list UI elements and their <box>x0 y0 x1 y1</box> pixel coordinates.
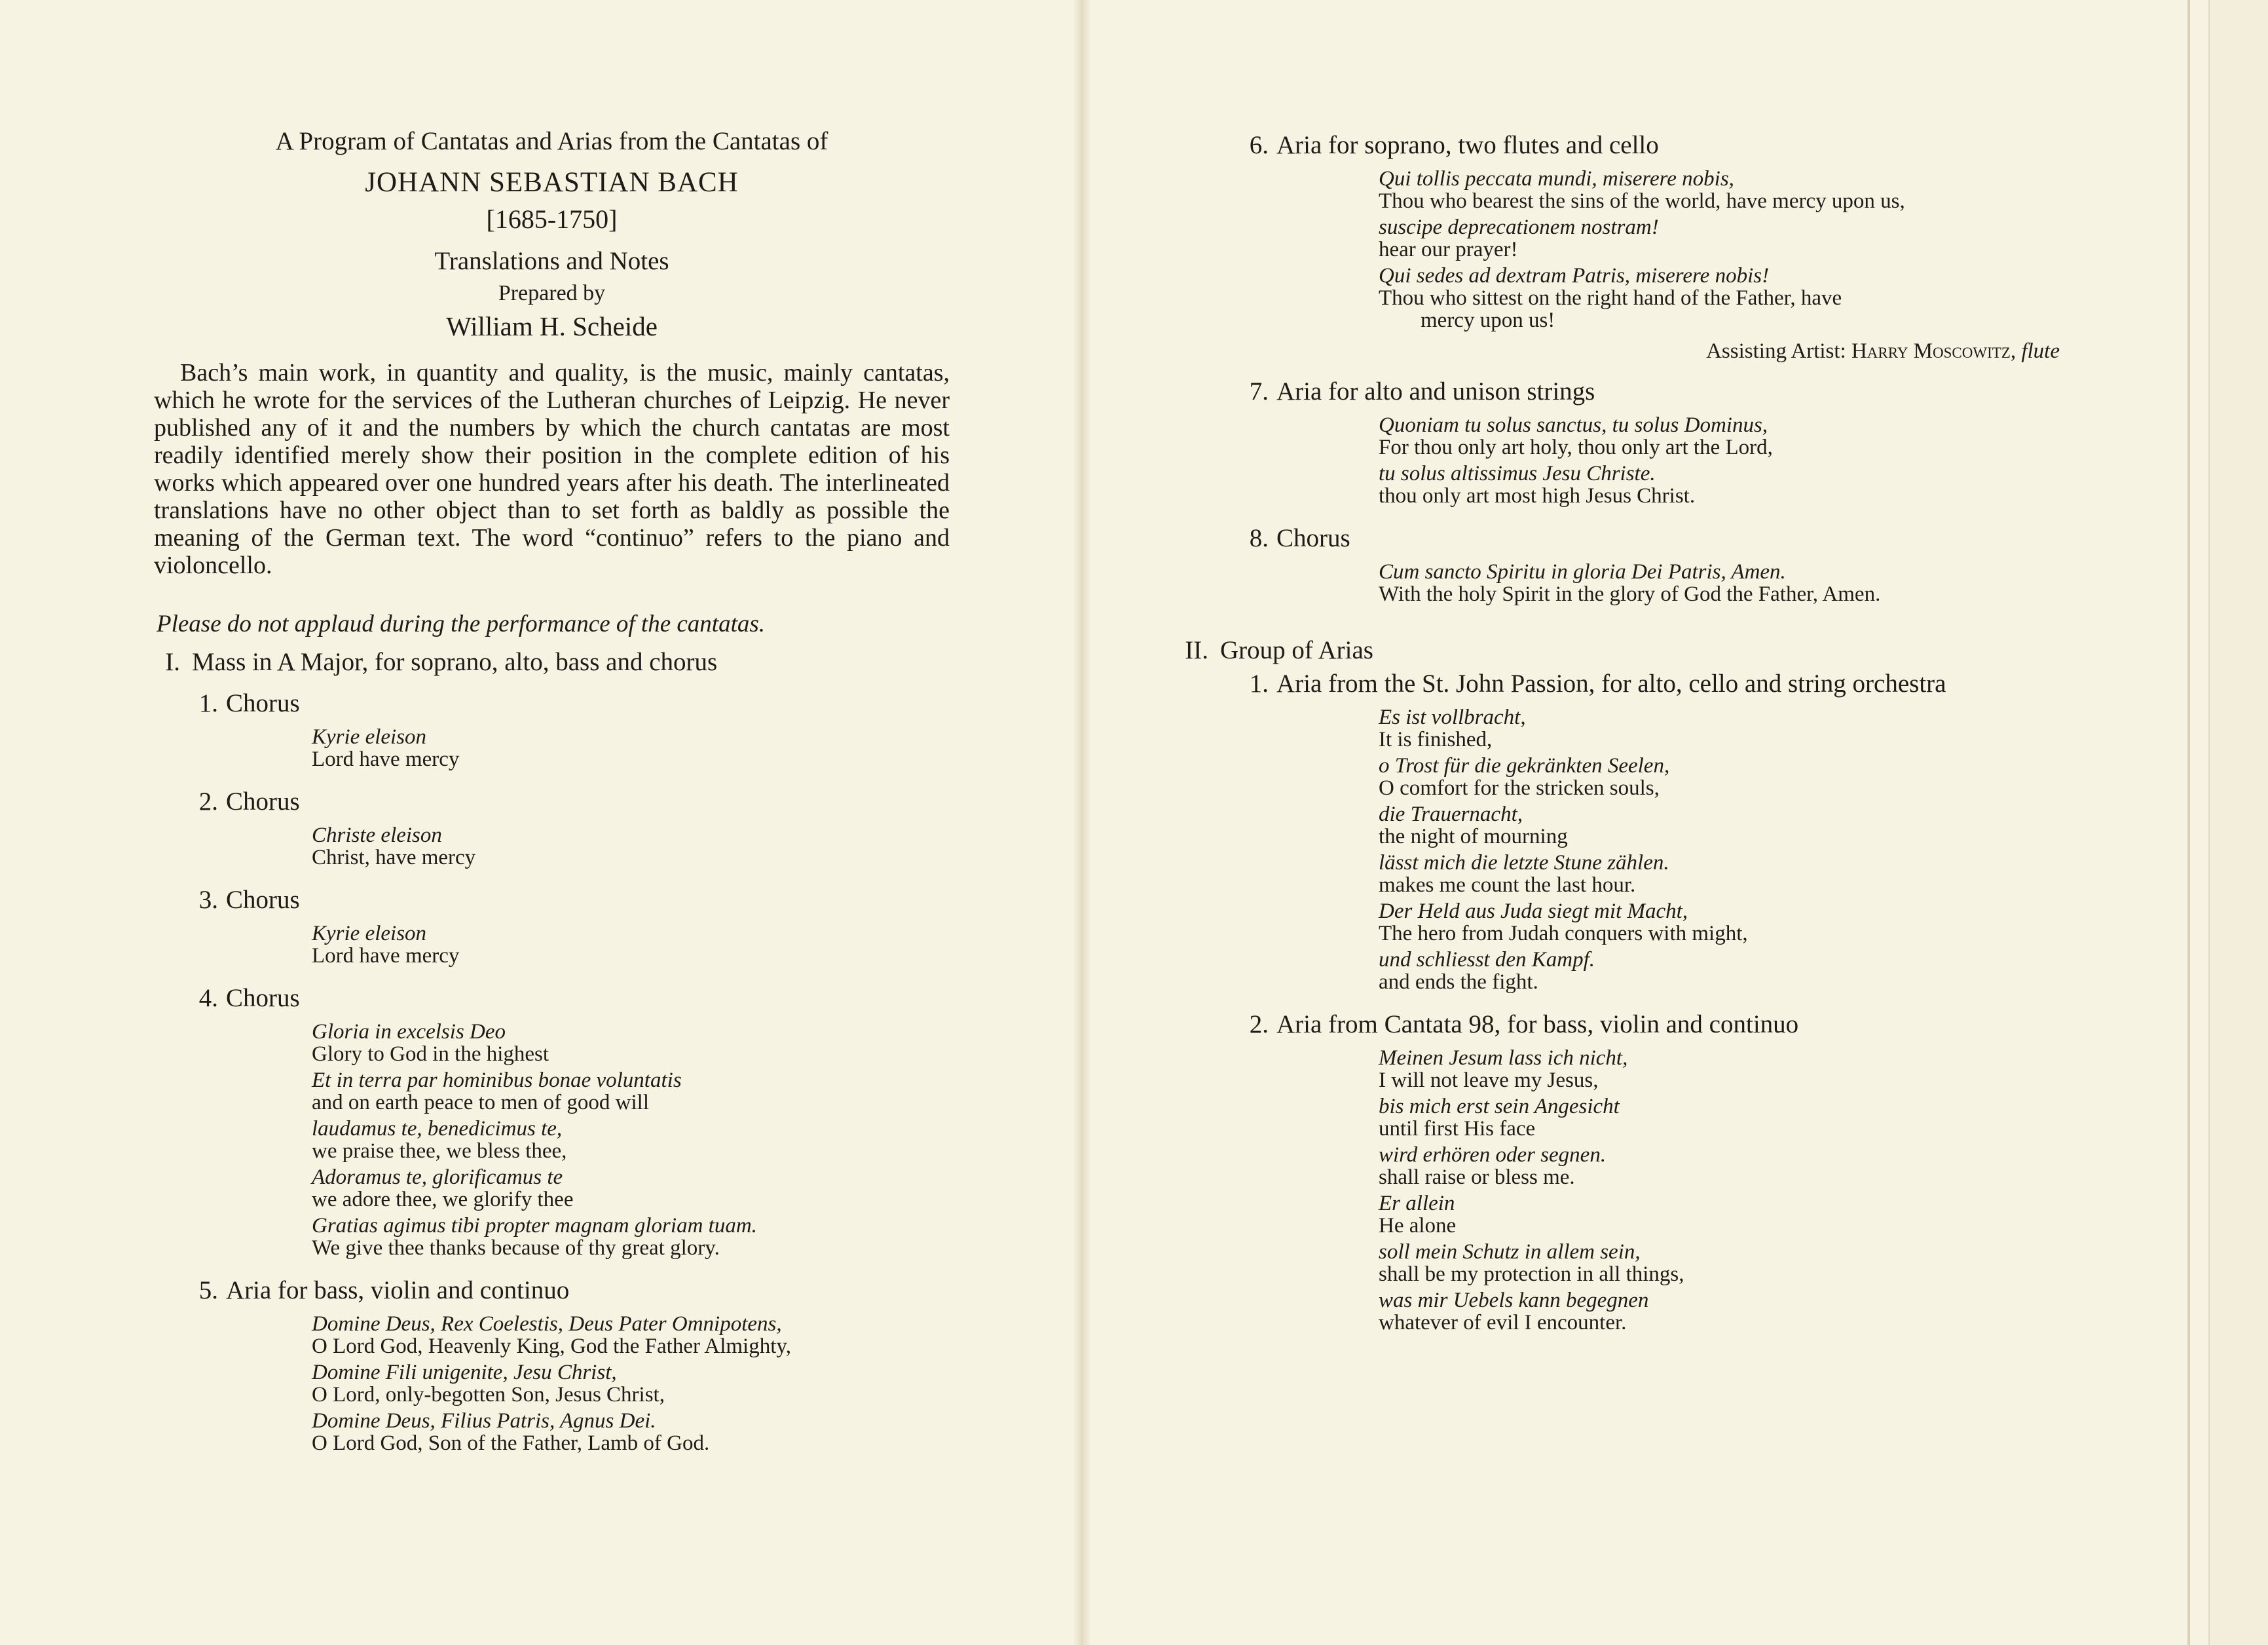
verse-pair <box>1379 949 2086 993</box>
item-title: Chorus <box>226 886 300 914</box>
english-translation: Christ, have mercy <box>312 846 476 869</box>
item-number: 2. <box>1249 1010 1269 1038</box>
verse-pair <box>1379 706 2086 751</box>
verse-pair <box>1379 414 2086 459</box>
latin-text: Kyrie eleison <box>312 922 427 945</box>
english-translation: Thou who sittest on the right hand of the Father, have <box>1379 286 1842 310</box>
latin-text: Quoniam tu solus sanctus, tu solus Dominus, <box>1379 413 1768 437</box>
verse-pair <box>1379 265 2086 331</box>
verse-pair <box>1379 1095 2086 1140</box>
verse-pair <box>1379 216 2086 261</box>
english-translation: until first His face <box>1379 1117 1536 1141</box>
right-item-list-c <box>1221 670 2086 1334</box>
latin-text: Domine Deus, Filius Patris, Agnus Dei. <box>312 1409 656 1433</box>
latin-text: Meinen Jesum lass ich nicht, <box>1379 1046 1628 1070</box>
program-item-heading <box>1221 670 2086 698</box>
latin-text: Christe eleison <box>312 823 442 847</box>
intro-paragraph: Bach’s main work, in quantity and quality, is the music, mainly cantatas, which he wrote for the services of the Lutheran churches of Leipzig. He never published any of it and the numbers by which the church cantatas are most readily identified merely show their position in the complete edition of his works which appeared over one hundred years after his death. The interlineated translations have no other object than to set forth as baldly as possible the meaning of the German text. The word “continuo” refers to the piano and violoncello. <box>154 359 950 579</box>
program-item-heading <box>180 886 950 915</box>
latin-text: wird erhören oder segnen. <box>1379 1143 1607 1167</box>
program-item-heading <box>180 689 950 718</box>
right-item-list-b <box>1221 377 2086 605</box>
section-number-2: II. <box>1185 636 1208 664</box>
latin-text: laudamus te, benedicimus te, <box>312 1117 563 1141</box>
english-translation: With the holy Spirit in the glory of God the Father, Amen. <box>1379 582 1881 606</box>
verse-pair <box>312 1021 950 1065</box>
latin-text: die Trauernacht, <box>1379 803 1523 826</box>
verse-pair <box>312 1118 950 1162</box>
item-title: Chorus <box>226 689 300 717</box>
page-edge <box>2187 0 2190 1645</box>
item-number: 1. <box>1249 670 1269 698</box>
latin-text: soll mein Schutz in allem sein, <box>1379 1240 1641 1264</box>
latin-text: Cum sancto Spiritu in gloria Dei Patris, Amen. <box>1379 560 1786 584</box>
verse-pair <box>1379 1047 2086 1091</box>
verse-pair <box>312 922 950 967</box>
verse-pair <box>1379 852 2086 896</box>
verse-pair <box>312 824 950 869</box>
translation-continuation: mercy upon us! <box>1421 309 1555 332</box>
item-number: 8. <box>1249 524 1269 552</box>
item-title: Aria for bass, violin and continuo <box>226 1276 570 1304</box>
item-title: Chorus <box>226 984 300 1012</box>
applause-notice: Please do not applaud during the performance of the cantatas. <box>157 611 765 637</box>
latin-text: Er allein <box>1379 1192 1455 1215</box>
latin-text: Gratias agimus tibi propter magnam gloriam tuam. <box>312 1214 757 1238</box>
verse-pair <box>312 726 950 770</box>
latin-text: Gloria in excelsis Deo <box>312 1020 506 1044</box>
verse-pair <box>1379 1241 2086 1285</box>
latin-text: und schliesst den Kampf. <box>1379 948 1595 972</box>
latin-text: Es ist vollbracht, <box>1379 706 1526 729</box>
right-item-list-a <box>1221 131 2086 331</box>
page-edge-strip <box>2208 0 2268 1645</box>
latin-text: Adoramus te, glorificamus te <box>312 1165 563 1189</box>
english-translation: the night of mourning <box>1379 825 1568 848</box>
english-translation: shall raise or bless me. <box>1379 1165 1575 1189</box>
verse-pair <box>312 1069 950 1114</box>
verse-pair <box>1379 1289 2086 1334</box>
english-translation: Glory to God in the highest <box>312 1042 549 1066</box>
item-title: Chorus <box>1276 524 1350 552</box>
english-translation: hear our prayer! <box>1379 238 1518 261</box>
program-item-heading <box>180 984 950 1013</box>
english-translation: O comfort for the stricken souls, <box>1379 776 1660 800</box>
item-number: 2. <box>198 787 218 816</box>
assist-name: Harry Moscowitz, <box>1851 339 2017 363</box>
latin-text: Kyrie eleison <box>312 725 427 749</box>
english-translation: O Lord God, Son of the Father, Lamb of God. <box>312 1431 710 1455</box>
english-translation: Thou who bearest the sins of the world, have mercy upon us, <box>1379 189 1905 213</box>
latin-text: o Trost für die gekränkten Seelen, <box>1379 754 1670 778</box>
english-translation: whatever of evil I encounter. <box>1379 1311 1627 1334</box>
composer-name: JOHANN SEBASTIAN BACH <box>365 167 739 198</box>
verse-pair <box>1379 803 2086 848</box>
english-translation: thou only art most high Jesus Christ. <box>1379 484 1696 508</box>
right-column <box>1185 131 2086 1334</box>
english-translation: We give thee thanks because of thy great glory. <box>312 1236 720 1260</box>
latin-text: Domine Deus, Rex Coelestis, Deus Pater Omnipotens, <box>312 1312 782 1336</box>
english-translation: He alone <box>1379 1214 1457 1238</box>
item-number: 3. <box>198 886 218 914</box>
verse-pair <box>1379 900 2086 945</box>
english-translation: Lord have mercy <box>312 747 460 771</box>
item-number: 5. <box>198 1276 218 1304</box>
latin-text: tu solus altissimus Jesu Christe. <box>1379 462 1656 485</box>
english-translation: I will not leave my Jesus, <box>1379 1068 1599 1092</box>
item-number: 6. <box>1249 131 1269 159</box>
section-title: Mass in A Major, for soprano, alto, bass and chorus <box>192 648 718 676</box>
english-translation: For thou only art holy, thou only art the Lord, <box>1379 436 1773 459</box>
program-intro: A Program of Cantatas and Arias from the Cantatas of <box>275 127 828 155</box>
program-item-heading <box>1221 524 2086 553</box>
item-number: 7. <box>1249 377 1269 406</box>
english-translation: It is finished, <box>1379 728 1493 751</box>
verse-pair <box>312 1410 950 1454</box>
section-heading <box>154 646 950 679</box>
verse-pair <box>312 1361 950 1406</box>
verse-pair <box>1379 463 2086 507</box>
item-number: 1. <box>198 689 218 717</box>
composer-dates: [1685-1750] <box>486 204 618 234</box>
assist-instrument: flute <box>2021 339 2060 363</box>
item-title: Aria from the St. John Passion, for alto, cello and string orchestra <box>1276 670 1946 698</box>
program-item-heading <box>180 1276 950 1305</box>
book-gutter <box>1074 0 1090 1645</box>
english-translation: makes me count the last hour. <box>1379 873 1636 897</box>
verse-pair <box>312 1313 950 1357</box>
latin-text: Der Held aus Juda siegt mit Macht, <box>1379 899 1688 923</box>
item-number: 4. <box>198 984 218 1012</box>
english-translation: shall be my protection in all things, <box>1379 1262 1684 1286</box>
english-translation: The hero from Judah conquers with might, <box>1379 922 1748 945</box>
latin-text: Et in terra par hominibus bonae voluntatis <box>312 1068 682 1092</box>
english-translation: we praise thee, we bless thee, <box>312 1139 567 1163</box>
item-title: Aria for soprano, two flutes and cello <box>1276 131 1659 159</box>
english-translation: and ends the fight. <box>1379 970 1538 994</box>
english-translation: we adore thee, we glorify thee <box>312 1188 574 1211</box>
latin-text: suscipe deprecationem nostram! <box>1379 216 1659 239</box>
verse-pair <box>1379 561 2086 605</box>
latin-text: lässt mich die letzte Stune zählen. <box>1379 851 1669 875</box>
item-title: Aria from Cantata 98, for bass, violin and continuo <box>1276 1010 1799 1038</box>
latin-text: was mir Uebels kann begegnen <box>1379 1289 1649 1312</box>
english-translation: Lord have mercy <box>312 944 460 968</box>
english-translation: and on earth peace to men of good will <box>312 1091 649 1114</box>
program-item-heading <box>180 787 950 816</box>
section-number: I. <box>165 648 180 676</box>
verse-pair <box>312 1215 950 1259</box>
verse-pair <box>1379 168 2086 212</box>
latin-text: Qui tollis peccata mundi, miserere nobis, <box>1379 167 1734 191</box>
latin-text: Qui sedes ad dextram Patris, miserere nobis! <box>1379 264 1770 288</box>
translations-heading: Translations and Notes <box>434 247 669 275</box>
section-heading-2 <box>1170 634 2086 667</box>
verse-pair <box>312 1166 950 1211</box>
prepared-by: Prepared by <box>498 281 606 305</box>
english-translation: O Lord, only-begotten Son, Jesus Christ, <box>312 1383 665 1407</box>
section-title-2: Group of Arias <box>1220 636 1373 664</box>
author-name: William H. Scheide <box>446 311 658 341</box>
item-title: Chorus <box>226 787 300 816</box>
verse-pair <box>1379 1192 2086 1237</box>
assist-label: Assisting Artist: <box>1706 339 1846 363</box>
item-title: Aria for alto and unison strings <box>1276 377 1595 406</box>
english-translation: O Lord God, Heavenly King, God the Father Almighty, <box>312 1334 791 1358</box>
assisting-artist <box>1221 338 2086 364</box>
verse-pair <box>1379 755 2086 799</box>
program-item-heading <box>1221 377 2086 406</box>
left-item-list <box>154 689 950 1454</box>
latin-text: Domine Fili unigenite, Jesu Christ, <box>312 1361 617 1384</box>
latin-text: bis mich erst sein Angesicht <box>1379 1095 1620 1118</box>
program-item-heading <box>1221 131 2086 160</box>
verse-pair <box>1379 1144 2086 1188</box>
left-column <box>154 124 950 1454</box>
program-item-heading <box>1221 1010 2086 1039</box>
